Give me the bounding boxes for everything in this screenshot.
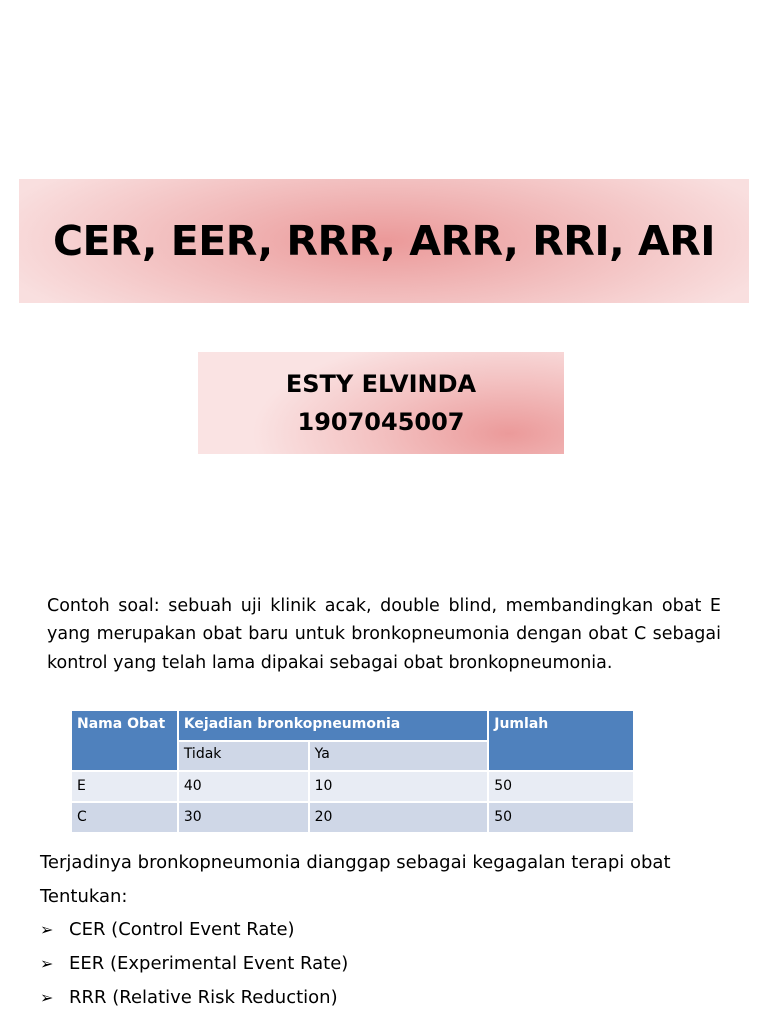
cell-jumlah: 50 <box>488 802 633 833</box>
arrow-bullet-icon: ➢ <box>40 988 54 1007</box>
problem-statement: Contoh soal: sebuah uji klinik acak, double blind, membandingkan obat E yang merupakan obat baru untuk bronkopneumonia dengan obat C sebagai kontrol yang telah lama dipakai sebagai obat bronkopneumonia. <box>47 596 721 673</box>
header-jumlah: Jumlah <box>488 711 633 771</box>
slide-title: CER, EER, RRR, ARR, RRI, ARI <box>52 217 716 265</box>
list-item <box>40 950 348 984</box>
cell-tidak: 30 <box>178 802 309 833</box>
task-list <box>40 916 348 1018</box>
task-label: CER (Control Event Rate) <box>69 919 295 940</box>
cell-name: C <box>71 802 178 833</box>
subheader-tidak: Tidak <box>178 741 309 771</box>
data-table <box>70 711 633 834</box>
arrow-bullet-icon: ➢ <box>40 920 54 939</box>
list-item <box>40 916 348 950</box>
task-label: RRR (Relative Risk Reduction) <box>69 987 338 1008</box>
header-kejadian: Kejadian bronkopneumonia <box>178 711 488 741</box>
table-row <box>71 802 633 833</box>
cell-tidak: 40 <box>178 771 309 802</box>
cell-name: E <box>71 771 178 802</box>
author-id: 1907045007 <box>297 408 465 436</box>
failure-note: Terjadinya bronkopneumonia dianggap sebagai kegagalan terapi obat <box>40 852 671 873</box>
author-box <box>198 352 564 454</box>
tentukan-label: Tentukan: <box>40 886 128 907</box>
cell-jumlah: 50 <box>488 771 633 802</box>
subheader-ya: Ya <box>309 741 489 771</box>
table-header-row <box>71 711 633 741</box>
author-name: ESTY ELVINDA <box>285 370 477 398</box>
list-item <box>40 984 348 1018</box>
arrow-bullet-icon: ➢ <box>40 954 54 973</box>
cell-ya: 20 <box>309 802 489 833</box>
title-band <box>19 179 749 303</box>
header-nama-obat: Nama Obat <box>71 711 178 771</box>
table-row <box>71 771 633 802</box>
cell-ya: 10 <box>309 771 489 802</box>
task-label: EER (Experimental Event Rate) <box>69 953 349 974</box>
